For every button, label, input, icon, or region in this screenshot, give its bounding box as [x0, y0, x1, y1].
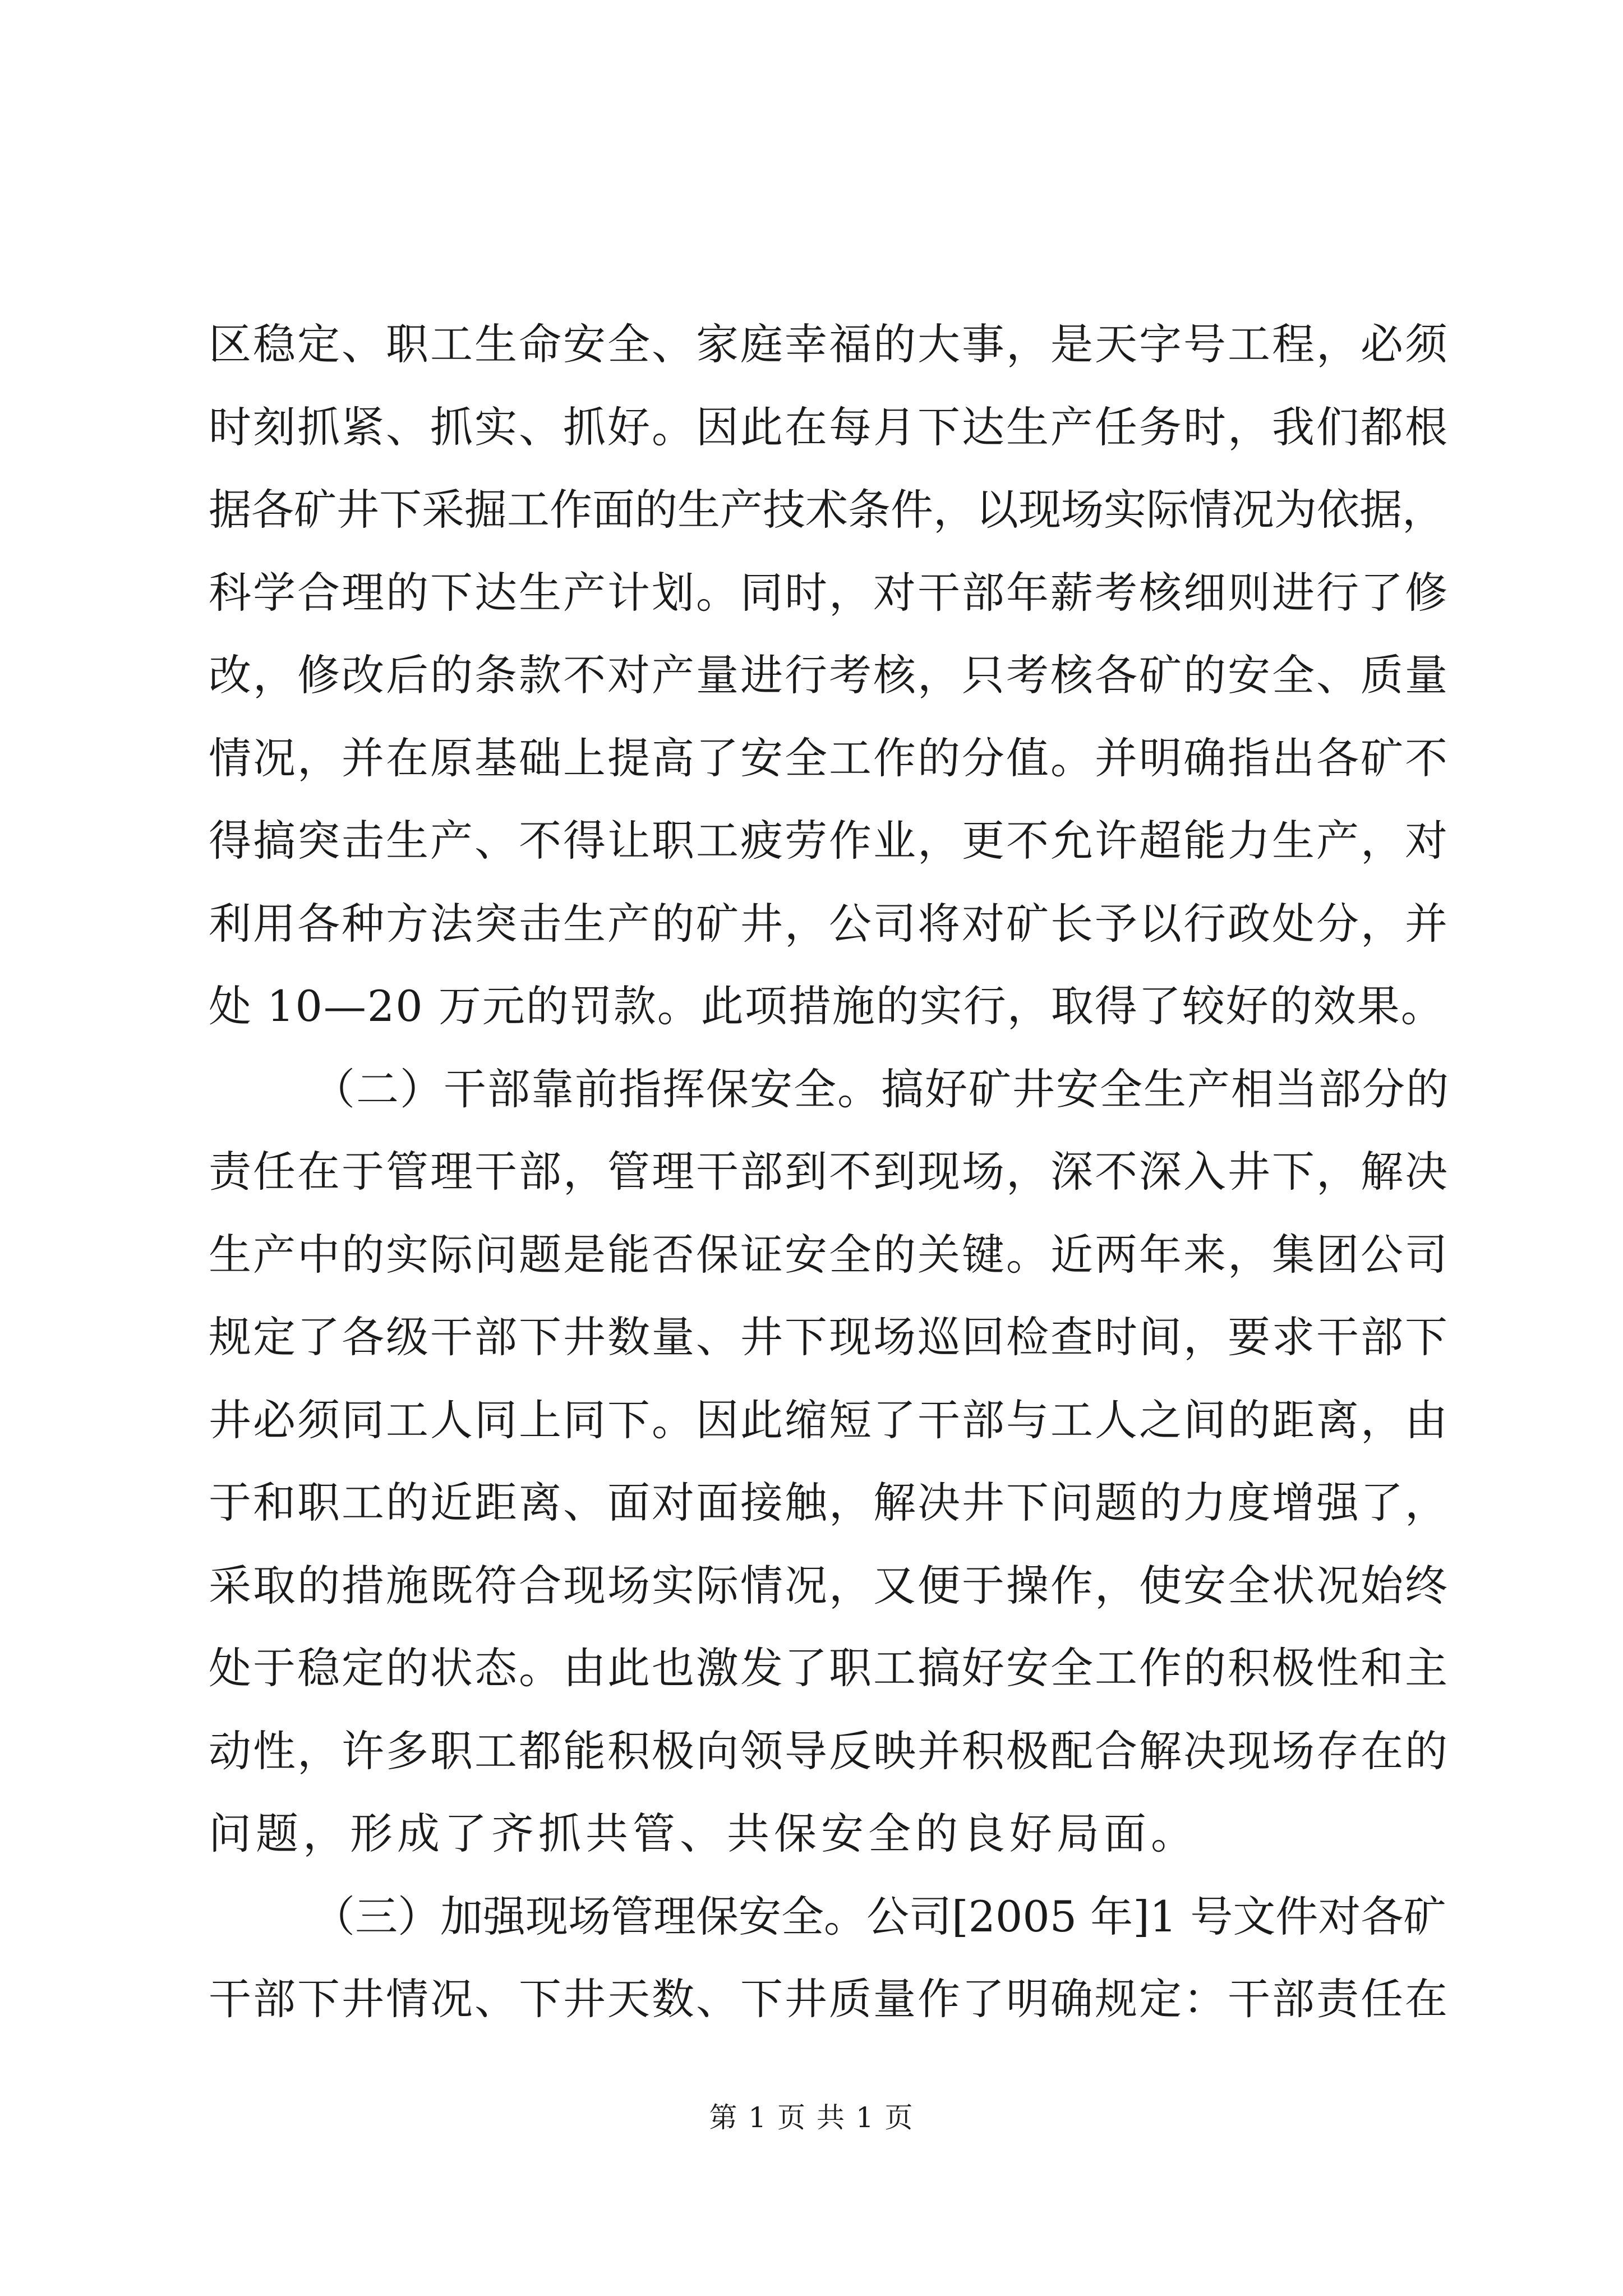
- paragraph-start-line: （三）加强现场管理保安全。公司[2005 年]1 号文件对各矿: [312, 1891, 1446, 1941]
- body-text: [209, 303, 1459, 2041]
- text-line: 情况，并在原基础上提高了安全工作的分值。并明确指出各矿不: [209, 733, 1449, 783]
- text-line: 科学合理的下达生产计划。同时，对干部年薪考核细则进行了修: [209, 567, 1449, 618]
- text-line: 问题，形成了齐抓共管、共保安全的良好局面。: [209, 1809, 1198, 1858]
- text-line: 动性，许多职工都能积极向领导反映并积极配合解决现场存在的: [209, 1726, 1449, 1776]
- text-line: 井必须同工人同上同下。因此缩短了干部与工人之间的距离，由: [209, 1395, 1449, 1445]
- text-line: 规定了各级干部下井数量、井下现场巡回检查时间，要求干部下: [209, 1312, 1449, 1362]
- text-line: 责任在于管理干部，管理干部到不到现场，深不深入井下，解决: [209, 1147, 1449, 1197]
- text-line: 利用各种方法突击生产的矿井，公司将对矿长予以行政处分，并: [209, 898, 1449, 949]
- text-line: 据各矿井下采掘工作面的生产技术条件，以现场实际情况为依据，: [209, 485, 1445, 535]
- text-line: 于和职工的近距离、面对面接触，解决井下问题的力度增强了，: [209, 1478, 1449, 1527]
- text-line: 处 10—20 万元的罚款。此项措施的实行，取得了较好的效果。: [209, 981, 1445, 1031]
- text-line: 区稳定、职工生命安全、家庭幸福的大事，是天字号工程，必须: [209, 319, 1449, 369]
- page-footer: 第 1 页 共 1 页: [709, 2101, 914, 2134]
- text-line: 得搞突击生产、不得让职工疲劳作业，更不允许超能力生产，对: [209, 816, 1449, 866]
- text-line: 生产中的实际问题是能否保证安全的关键。近两年来，集团公司: [209, 1229, 1449, 1280]
- paragraph-start-line: （二）干部靠前指挥保安全。搞好矿井安全生产相当部分的: [312, 1064, 1450, 1114]
- text-line: 处于稳定的状态。由此也激发了职工搞好安全工作的积极性和主: [209, 1643, 1449, 1693]
- text-line: 改，修改后的条款不对产量进行考核，只考核各矿的安全、质量: [209, 650, 1449, 700]
- text-line: 时刻抓紧、抓实、抓好。因此在每月下达生产任务时，我们都根: [209, 402, 1449, 452]
- text-line: 采取的措施既符合现场实际情况，又便于操作，使安全状况始终: [209, 1560, 1449, 1611]
- text-line: 干部下井情况、下井天数、下井质量作了明确规定：干部责任在: [209, 1974, 1449, 2024]
